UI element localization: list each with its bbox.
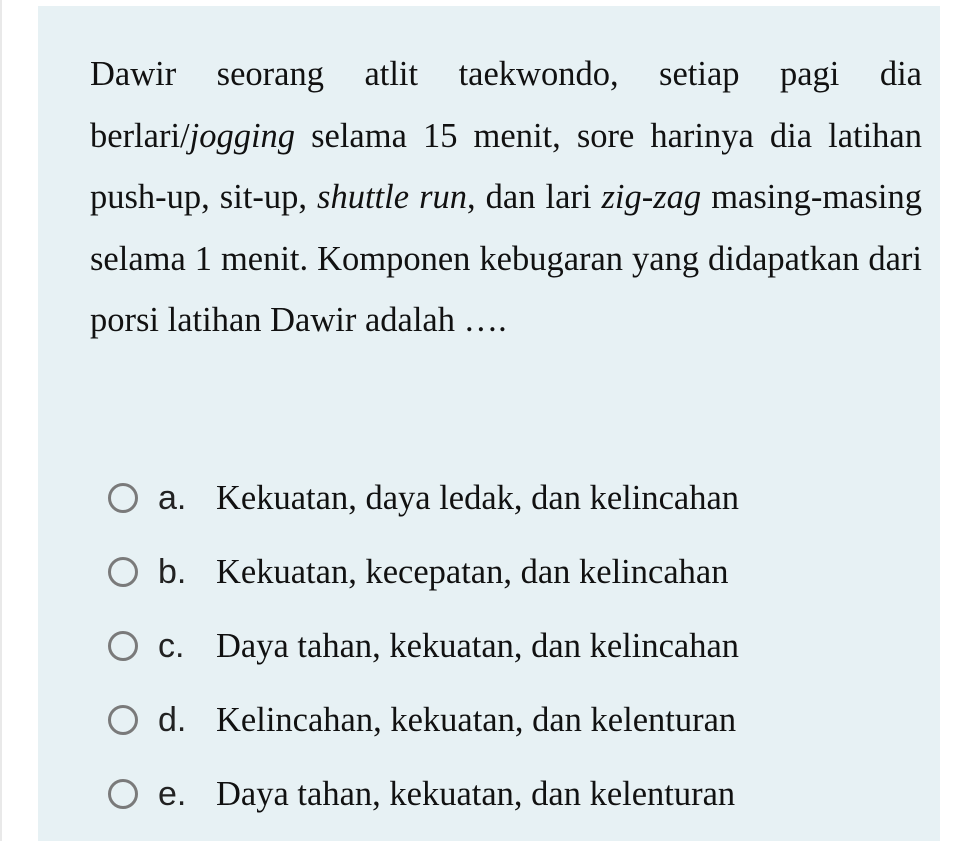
option-label[interactable]: Daya tahan, kekuatan, dan kelincahan [216, 626, 740, 665]
radio-button-e[interactable] [108, 779, 138, 809]
radio-button-a[interactable] [108, 483, 138, 513]
answer-options [108, 461, 908, 831]
radio-button-b[interactable] [108, 557, 138, 587]
option-c[interactable] [108, 609, 908, 683]
option-letter: c. [158, 626, 185, 665]
option-a[interactable] [108, 461, 908, 535]
option-b[interactable] [108, 535, 908, 609]
option-label[interactable]: Kekuatan, daya ledak, dan kelincahan [216, 478, 740, 517]
option-d[interactable] [108, 683, 908, 757]
option-letter: b. [158, 552, 187, 591]
question-card [38, 6, 940, 841]
option-letter: e. [158, 774, 187, 813]
option-label[interactable]: Kelincahan, kekuatan, dan kelenturan [216, 700, 737, 739]
question-segment: , dan lari [467, 178, 602, 216]
question-segment: selama 15 menit, sore harinya dia latihan push-up, sit-up, [90, 116, 922, 216]
radio-button-c[interactable] [108, 631, 138, 661]
question-text [90, 44, 922, 352]
page-edge [0, 0, 2, 841]
option-e[interactable] [108, 757, 908, 831]
question-segment-italic: zig-zag [601, 178, 702, 216]
option-letter: a. [158, 478, 187, 517]
question-segment: masing-masing selama 1 menit. Komponen kebugaran yang didapatkan dari porsi latihan Dawir adalah …. [90, 178, 923, 339]
option-letter: d. [158, 700, 187, 739]
option-label[interactable]: Daya tahan, kekuatan, dan kelenturan [216, 774, 736, 813]
option-label[interactable]: Kekuatan, kecepatan, dan kelincahan [216, 552, 729, 591]
question-segment-italic: shuttle run [317, 178, 467, 216]
question-segment-italic: jogging [189, 116, 296, 155]
radio-button-d[interactable] [108, 705, 138, 735]
question-segment: Dawir seorang atlit taekwondo, setiap pagi dia berlari/ [90, 55, 922, 155]
